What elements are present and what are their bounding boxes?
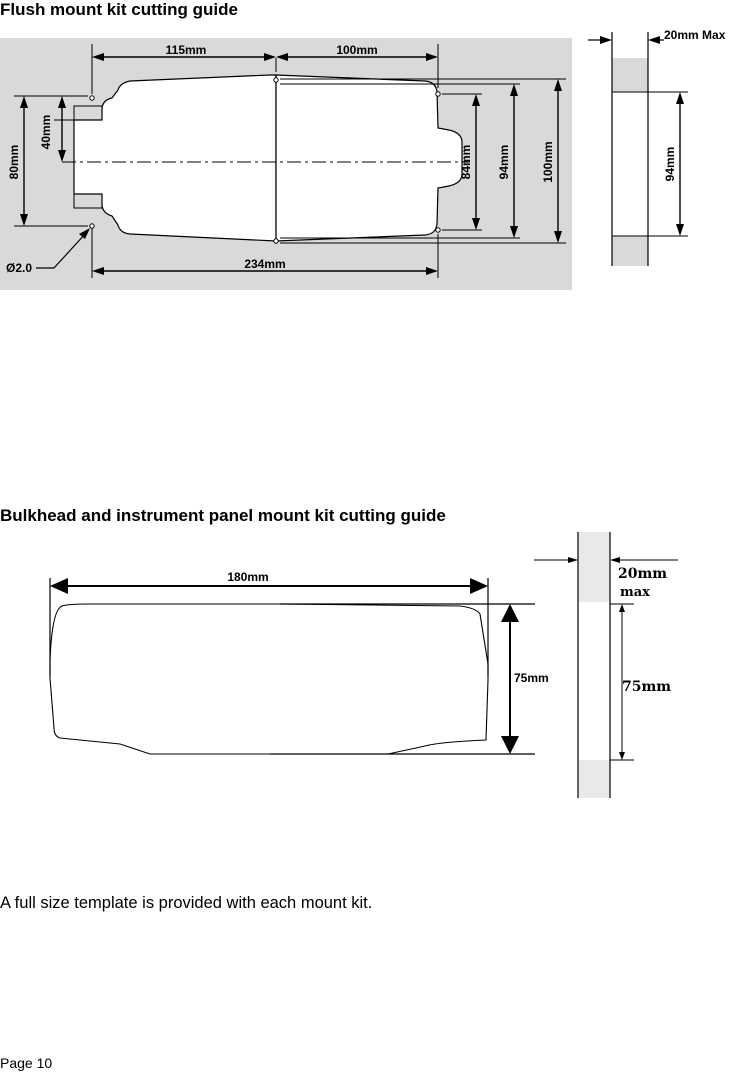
- dim-180mm: 180mm: [227, 570, 269, 584]
- mount-hole: [436, 92, 440, 96]
- mount-hole: [274, 78, 278, 82]
- bulkhead-cutout-diagram: [30, 560, 550, 760]
- dim-80mm: 80mm: [7, 144, 21, 180]
- mount-hole: [90, 96, 94, 100]
- dim-max-line2: max: [620, 585, 650, 600]
- dim-40mm: 40mm: [39, 114, 53, 150]
- dim-100mm-height: 100mm: [541, 141, 555, 183]
- panel-section-lower: [612, 236, 648, 266]
- flush-cutout-right: [276, 75, 462, 241]
- bulkhead-guide-heading: Bulkhead and instrument panel mount kit cutting guide: [0, 506, 446, 525]
- dim-hole-diameter: Ø2.0: [6, 261, 33, 275]
- template-note: A full size template is provided with each mount kit.: [0, 894, 373, 912]
- bulk-panel-section-upper: [578, 532, 610, 602]
- mount-hole: [436, 228, 440, 232]
- dim-20mm-max: 20mm Max: [664, 28, 726, 42]
- dim-115mm: 115mm: [165, 43, 207, 57]
- flush-guide-heading: Flush mount kit cutting guide: [0, 0, 238, 19]
- dim-75mm-side: 75mm: [622, 679, 672, 695]
- dim-84mm: 84mm: [459, 144, 473, 180]
- dim-100mm-top: 100mm: [336, 43, 378, 57]
- dim-94mm: 94mm: [497, 144, 511, 180]
- flush-side-section-diagram: [580, 22, 730, 272]
- dim-75mm: 75mm: [514, 671, 549, 685]
- bulk-panel-section-lower: [578, 760, 610, 798]
- dim-234mm: 234mm: [244, 257, 286, 271]
- bulkhead-cutout-outline: [50, 604, 488, 754]
- mount-hole: [90, 224, 94, 228]
- flush-cutout-diagram: [0, 38, 572, 290]
- bulkhead-side-section-diagram: [530, 528, 690, 800]
- dim-94mm-side: 94mm: [663, 146, 677, 182]
- dim-20mm-line1: 20mm: [618, 566, 668, 582]
- panel-section-upper: [612, 58, 648, 92]
- page-number: Page 10: [0, 1055, 53, 1071]
- mount-hole: [274, 239, 278, 243]
